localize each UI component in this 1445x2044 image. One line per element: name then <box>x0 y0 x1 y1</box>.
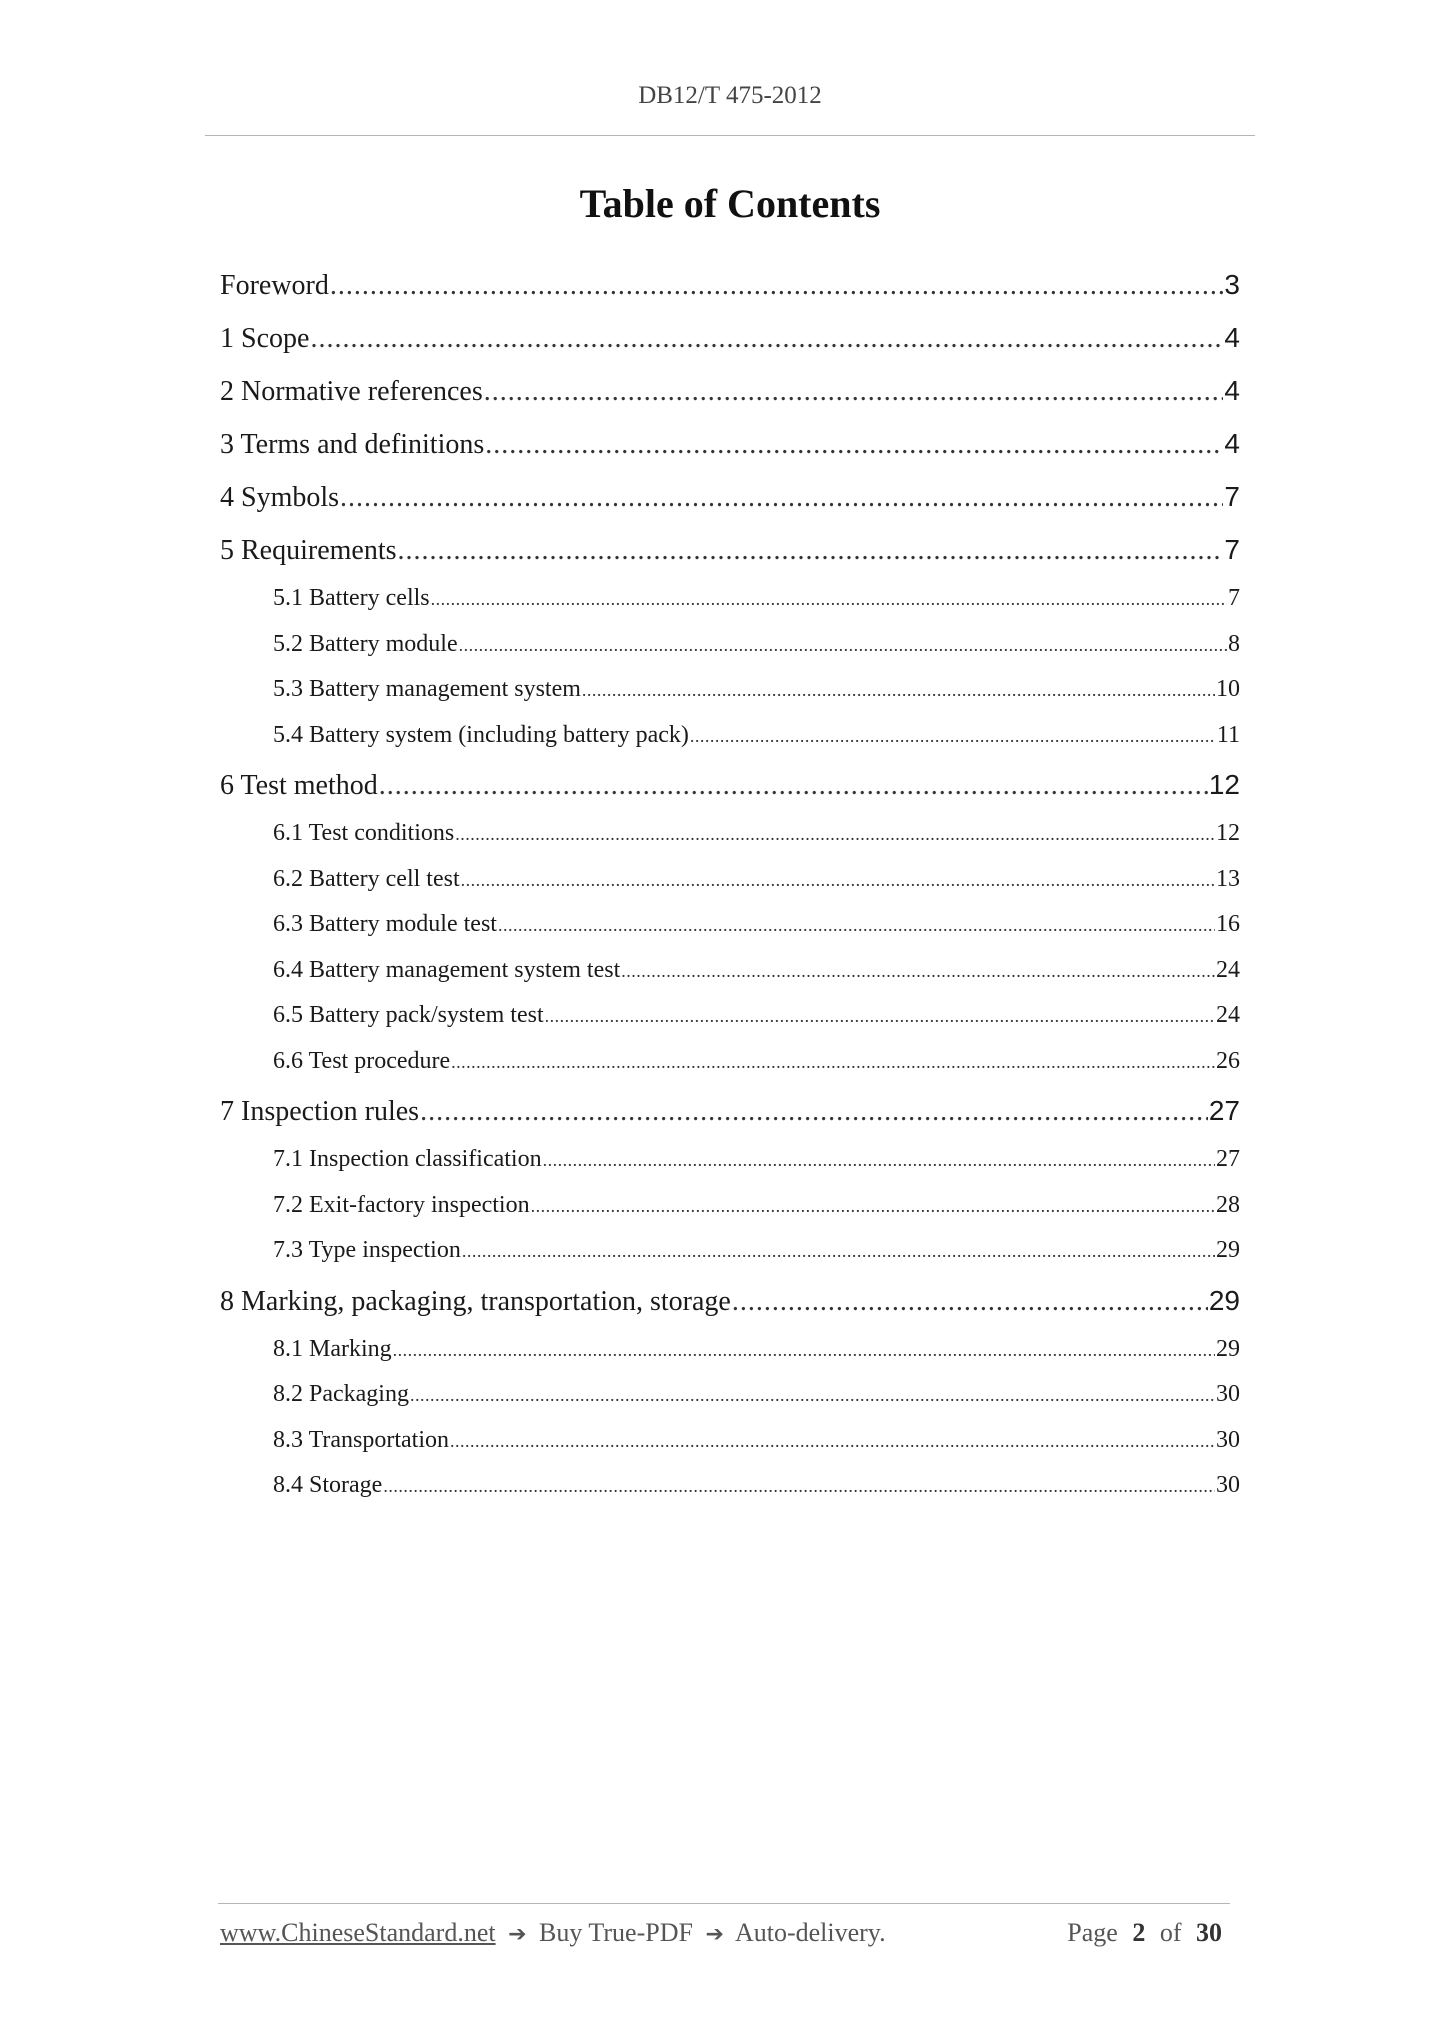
toc-entry-page-number: 4 <box>1224 375 1240 406</box>
dot-leader <box>383 1464 1215 1509</box>
toc-entry-label: 7.1 Inspection classification <box>273 1146 542 1172</box>
toc-entry-subsection[interactable] <box>220 667 1240 713</box>
toc-entry-label: 5.3 Battery management system <box>273 676 581 702</box>
toc-entry-label: 3 Terms and definitions <box>220 429 485 460</box>
toc-entry-subsection[interactable] <box>220 1137 1240 1183</box>
page-of-word: of <box>1159 1918 1182 1947</box>
right-arrow-icon: ➔ <box>508 1922 527 1947</box>
toc-entry-label: 5.4 Battery system (including battery pack) <box>273 721 689 748</box>
toc-entry-page-number: 16 <box>1216 911 1240 937</box>
toc-entry-page-number: 30 <box>1216 1381 1240 1407</box>
dot-leader <box>431 577 1227 622</box>
toc-entry-page-number: 24 <box>1216 1002 1240 1028</box>
toc-entry-label: 6.5 Battery pack/system test <box>273 1002 544 1028</box>
toc-entry-subsection[interactable] <box>220 857 1240 903</box>
auto-delivery-text: Auto-delivery. <box>734 1918 886 1947</box>
toc-entry-label: 5.1 Battery cells <box>273 585 430 611</box>
dot-leader <box>330 259 1224 311</box>
toc-entry-subsection[interactable] <box>220 576 1240 622</box>
toc-entry-subsection[interactable] <box>220 993 1240 1039</box>
toc-entry-page-number: 12 <box>1216 820 1240 846</box>
toc-entry-section[interactable] <box>220 417 1240 470</box>
toc-entry-section[interactable] <box>220 1274 1240 1327</box>
toc-entry-page-number: 11 <box>1216 721 1240 748</box>
dot-leader <box>310 312 1223 364</box>
toc-entry-subsection[interactable] <box>220 1463 1240 1509</box>
toc-entry-section[interactable] <box>220 311 1240 364</box>
toc-entry-label: 7.2 Exit-factory inspection <box>273 1191 530 1218</box>
toc-entry-subsection[interactable] <box>220 902 1240 948</box>
dot-leader <box>451 1040 1215 1085</box>
toc-entry-label: 6.6 Test procedure <box>273 1047 451 1074</box>
toc-entry-page-number: 30 <box>1216 1426 1240 1453</box>
dot-leader <box>485 418 1223 470</box>
footer-divider <box>218 1903 1230 1904</box>
toc-entry-page-number: 8 <box>1228 630 1240 657</box>
toc-entry-label: 2 Normative references <box>220 376 483 407</box>
header-divider <box>205 135 1255 136</box>
dot-leader <box>398 524 1224 576</box>
toc-entry-subsection[interactable] <box>220 1327 1240 1373</box>
toc-entry-label: 5 Requirements <box>220 535 397 566</box>
toc-entry-subsection[interactable] <box>220 1418 1240 1464</box>
dot-leader <box>379 759 1208 811</box>
dot-leader <box>410 1373 1215 1418</box>
dot-leader <box>582 668 1215 713</box>
toc-entry-label: 6.1 Test conditions <box>273 820 455 846</box>
toc-entry-subsection[interactable] <box>220 713 1240 759</box>
toc-entry-subsection[interactable] <box>220 1228 1240 1274</box>
dot-leader <box>732 1275 1208 1327</box>
dot-leader <box>340 471 1223 523</box>
toc-entry-label: 6 Test method <box>220 770 378 801</box>
footer-left <box>220 1918 886 1948</box>
toc-entry-subsection[interactable] <box>220 1372 1240 1418</box>
dot-leader <box>450 1419 1215 1464</box>
dot-leader <box>455 812 1215 857</box>
toc-entry-page-number: 30 <box>1216 1472 1240 1498</box>
right-arrow-icon: ➔ <box>705 1922 724 1947</box>
dot-leader <box>498 903 1215 948</box>
toc-entry-section[interactable] <box>220 364 1240 417</box>
document-id-header: DB12/T 475-2012 <box>638 82 822 109</box>
toc-entry-label: 8 Marking, packaging, transportation, storage <box>220 1285 731 1317</box>
toc-entry-section[interactable] <box>220 758 1240 811</box>
dot-leader <box>393 1328 1215 1373</box>
toc-entry-subsection[interactable] <box>220 811 1240 857</box>
toc-entry-page-number: 3 <box>1224 269 1240 300</box>
toc-entry-section[interactable] <box>220 258 1240 311</box>
dot-leader <box>621 949 1215 994</box>
toc-entry-page-number: 7 <box>1224 481 1240 512</box>
toc-entry-label: 5.2 Battery module <box>273 630 458 657</box>
toc-entry-label: 7.3 Type inspection <box>273 1237 461 1263</box>
toc-entry-page-number: 27 <box>1216 1146 1240 1172</box>
toc-entry-label: 6.2 Battery cell test <box>273 865 460 892</box>
toc-title: Table of Contents <box>579 181 881 226</box>
toc-entry-page-number: 26 <box>1216 1047 1240 1074</box>
dot-leader <box>531 1184 1215 1229</box>
toc-entry-page-number: 10 <box>1216 676 1240 702</box>
toc-entry-page-number: 24 <box>1216 956 1240 983</box>
toc-entry-page-number: 4 <box>1224 322 1240 353</box>
total-pages-number: 30 <box>1196 1918 1222 1947</box>
toc-entry-section[interactable] <box>220 523 1240 576</box>
toc-entry-page-number: 27 <box>1208 1095 1240 1126</box>
toc-entry-page-number: 13 <box>1216 865 1240 892</box>
toc-entry-label: 4 Symbols <box>220 482 340 513</box>
toc-entry-section[interactable] <box>220 1084 1240 1137</box>
toc-entry-section[interactable] <box>220 470 1240 523</box>
toc-entry-label: 8.4 Storage <box>273 1472 383 1498</box>
dot-leader <box>461 858 1215 903</box>
dot-leader <box>543 1138 1215 1183</box>
toc-entry-label: 6.3 Battery module test <box>273 911 497 937</box>
dot-leader <box>420 1085 1208 1137</box>
toc-entry-page-number: 7 <box>1224 534 1240 565</box>
dot-leader <box>484 365 1224 417</box>
page-word: Page <box>1067 1918 1118 1947</box>
toc-entry-page-number: 7 <box>1228 585 1240 611</box>
dot-leader <box>459 623 1227 668</box>
toc-entry-label: 8.2 Packaging <box>273 1381 409 1407</box>
toc-entry-label: 8.3 Transportation <box>273 1426 450 1453</box>
toc-entry-page-number: 29 <box>1216 1237 1240 1263</box>
dot-leader <box>462 1229 1215 1274</box>
toc-entry-label: Foreword <box>220 270 329 301</box>
toc-entry-page-number: 12 <box>1208 769 1240 800</box>
toc-entry-page-number: 29 <box>1216 1335 1240 1362</box>
toc-entry-page-number: 4 <box>1224 428 1240 459</box>
toc-entry-label: 8.1 Marking <box>273 1335 392 1362</box>
toc-entry-page-number: 28 <box>1216 1191 1240 1218</box>
dot-leader <box>690 714 1216 759</box>
toc-entry-label: 7 Inspection rules <box>220 1096 420 1127</box>
dot-leader <box>545 994 1215 1039</box>
table-of-contents <box>220 258 1240 1509</box>
buy-true-pdf-text: Buy True-PDF <box>539 1918 693 1947</box>
toc-entry-page-number: 29 <box>1208 1284 1240 1316</box>
page-counter <box>1067 1918 1230 1948</box>
toc-entry-subsection[interactable] <box>220 1039 1240 1085</box>
page-footer <box>220 1918 1230 1948</box>
current-page-number: 2 <box>1132 1918 1146 1947</box>
toc-entry-subsection[interactable] <box>220 1183 1240 1229</box>
toc-entry-label: 1 Scope <box>220 323 310 354</box>
toc-entry-subsection[interactable] <box>220 948 1240 994</box>
toc-entry-label: 6.4 Battery management system test <box>273 956 621 983</box>
toc-entry-subsection[interactable] <box>220 622 1240 668</box>
website-link[interactable]: www.ChineseStandard.net <box>220 1918 496 1947</box>
